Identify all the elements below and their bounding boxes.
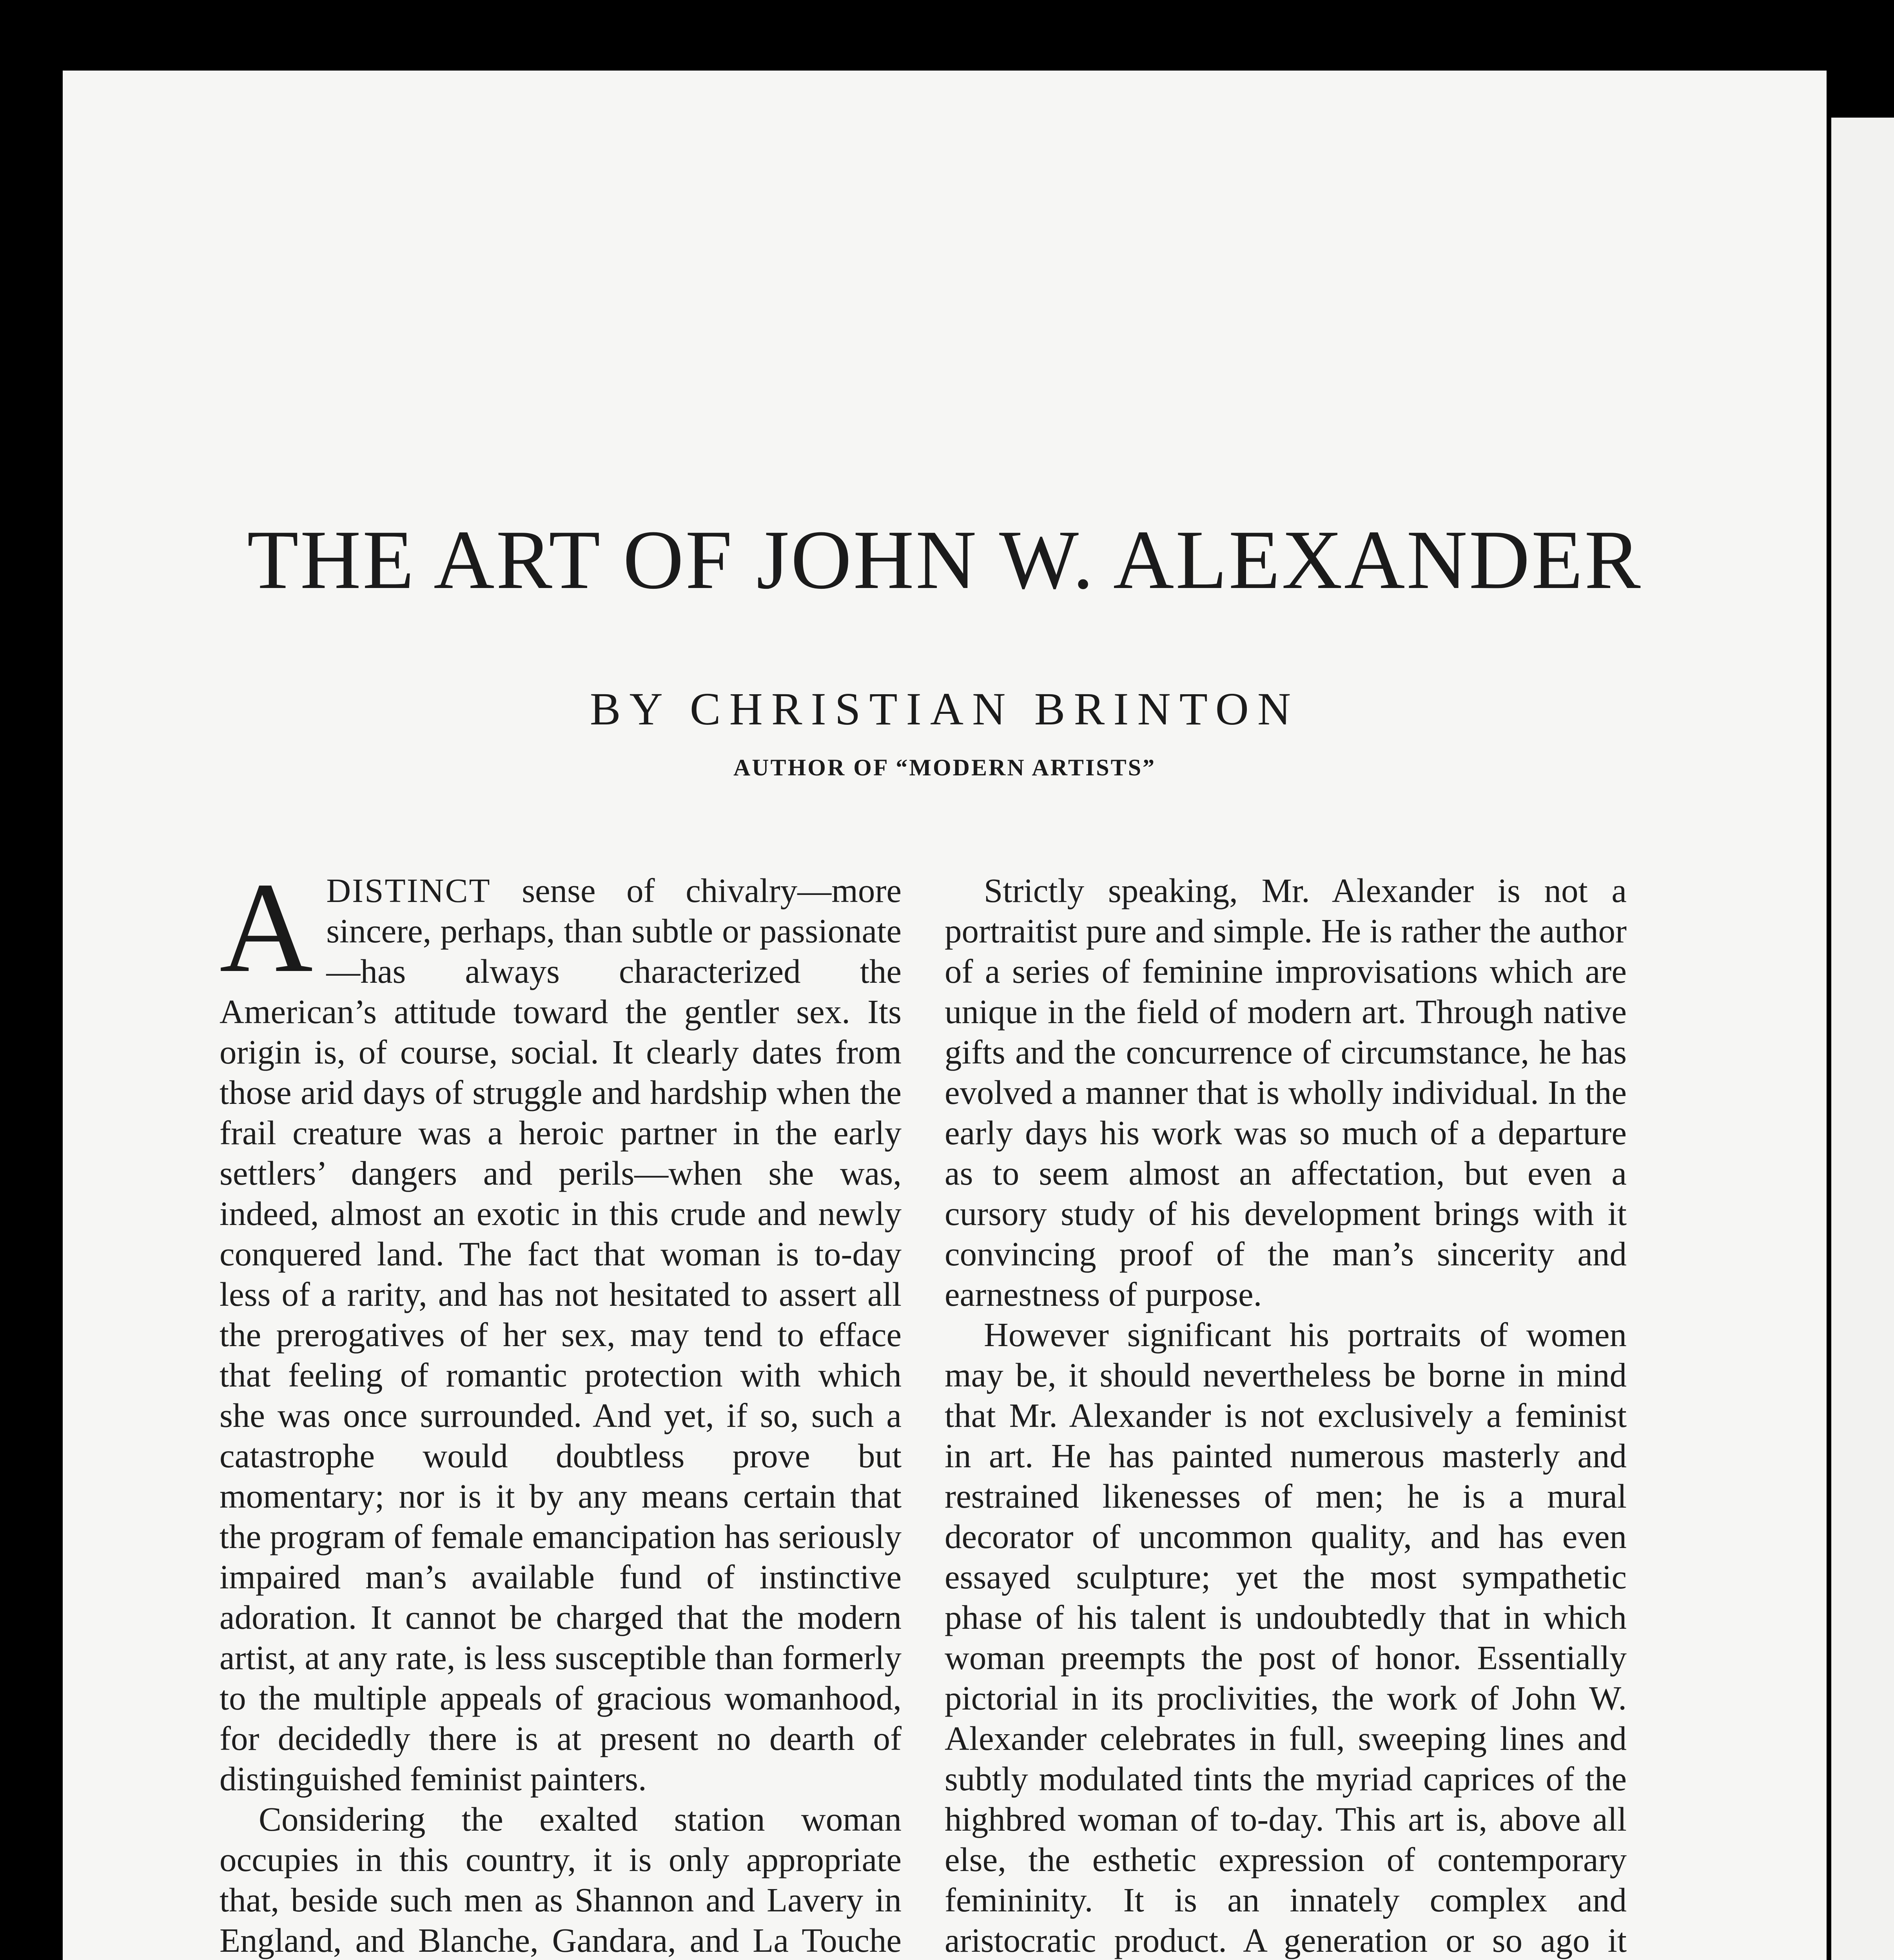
left-column	[220, 870, 902, 1960]
article-title: THE ART OF JOHN W. ALEXANDER	[247, 513, 1642, 606]
paragraph-3: Strictly speaking, Mr. Alexander is not a portraitist pure and simple. He is rather the author of a series of feminine improvisations which are unique in the field of modern art. Through native gifts and the concurrence of circumstance, he has evolved a manner that is wholly individual. In the early days his work was so much of a departure as to seem almost an affectation, but even a cursory study of his development brings with it convincing proof of the man’s sincerity and earnestness of purpose.	[945, 871, 1627, 1313]
drop-cap: A	[220, 870, 313, 999]
article-byline: BY CHRISTIAN BRINTON	[590, 683, 1300, 735]
paragraph-1	[220, 870, 902, 1799]
paragraph-2: Considering the exalted station woman occupies in this country, it is only appropriate that, beside such men as Shannon and Lavery in England, and Blanche, Gandara, and La Touche	[220, 1800, 902, 1959]
paragraph-4: However significant his portraits of women may be, it should nevertheless be borne in mind that Mr. Alexander is not exclusively a feminist in art. He has painted numerous masterly and restrained likenesses of men; he is a mural decorator of uncommon quality, and has even essayed sculpture; yet the most sympathetic phase of his talent is undoubtedly that in which woman preempts the post of honor. Essentially pictorial in its proclivities, the work of John W. Alexander celebrates in full, sweeping lines and subtly modulated tints the myriad caprices of the highbred woman of to-day. This art is, above all else, the esthetic expression of contemporary femininity. It is an innately complex and aristocratic product. A generation or so ago it	[945, 1316, 1627, 1959]
facing-page-edge	[1831, 118, 1894, 1960]
magazine-page	[63, 71, 1827, 1960]
lead-word: DISTINCT	[326, 871, 491, 909]
paragraph-1-text: sense of chivalry—more sincere, perhaps, than subtle or passionate—has always characterized the American’s attitude toward the gentler sex. Its origin is, of course, social. It clearly dates from those arid days of struggle and hardship when the frail creature was a heroic partner in the early settlers’ dangers and perils—when she was, indeed, almost an exotic in this crude and newly conquered land. The fact that woman is to-day less of a rarity, and has not hesitated to assert all the prerogatives of her sex, may tend to efface that feeling of romantic protection with which she was once surrounded. And yet, if so, such a catastrophe would doubtless prove but momentary; nor is it by any means certain that the program of female emancipation has seriously impaired man’s available fund of instinctive adoration. It cannot be charged that the modern artist, at any rate, is less susceptible than formerly to the multiple appeals of gracious womanhood, for decidedly there is at present no dearth of distinguished feminist painters.	[220, 871, 902, 1798]
author-note: AUTHOR OF “MODERN ARTISTS”	[733, 755, 1156, 780]
right-column	[945, 870, 1627, 1960]
